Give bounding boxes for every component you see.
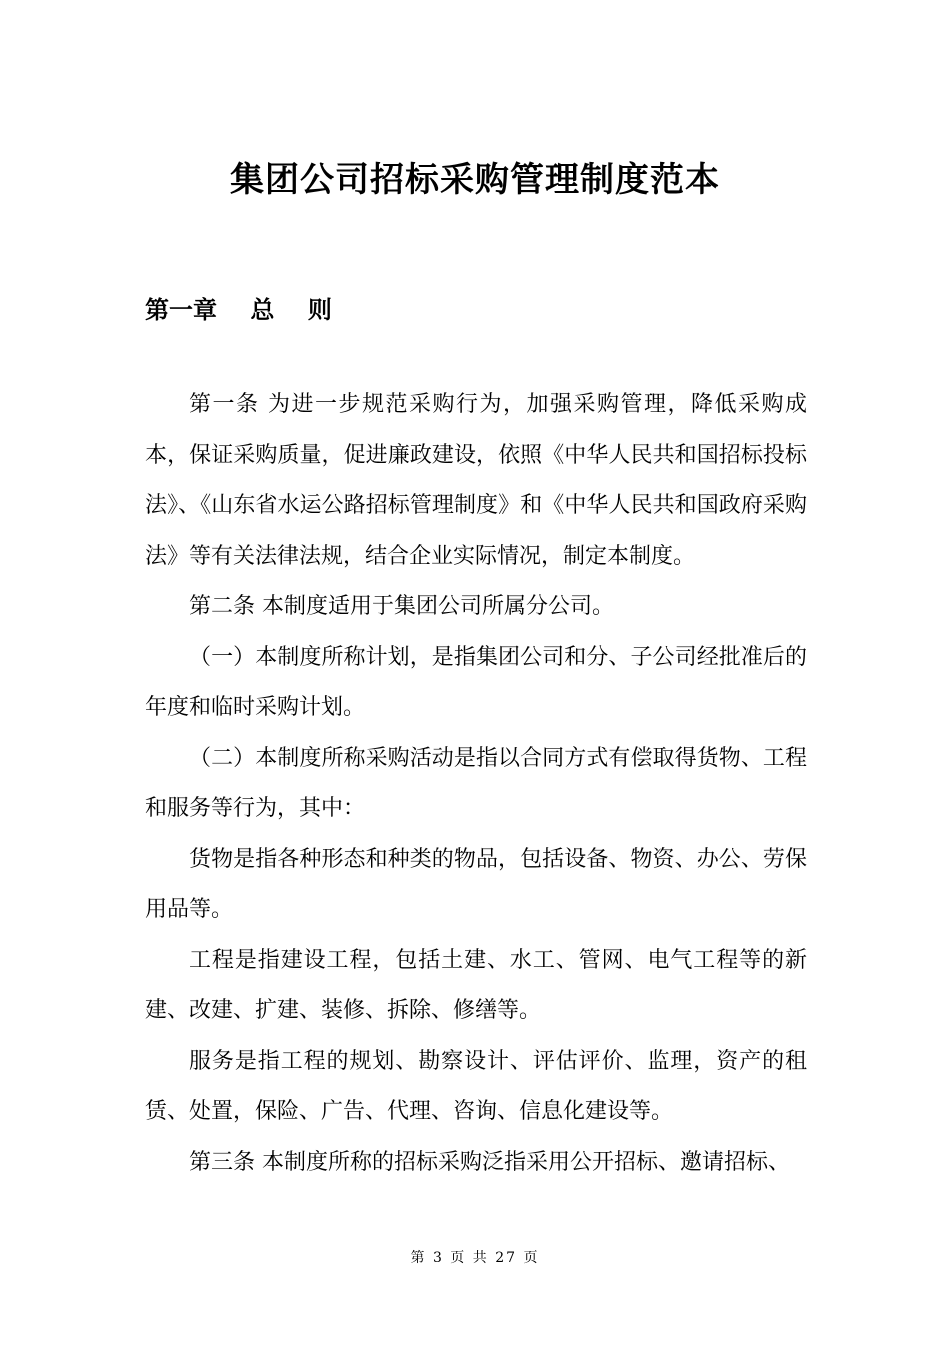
document-title: 集团公司招标采购管理制度范本 [230, 160, 720, 200]
paragraph-article-2: 第二条 本制度适用于集团公司所属分公司。 [189, 594, 614, 619]
paragraph-article-1: 第一条 为进一步规范采购行为，加强采购管理，降低采购成本，保证采购质量，促进廉政建设，依照《中华人民共和国招标投标法》、《山东省水运公路招标管理制度》和《中华人民共和国政府采购法》等有关法律法规，结合企业实际情况，制定本制度。 [145, 392, 807, 569]
chapter-heading: 第一章 总 则 [145, 295, 332, 324]
paragraph-works: 工程是指建设工程，包括土建、水工、管网、电气工程等的新建、改建、扩建、装修、拆除、修缮等。 [145, 947, 807, 1023]
document-body [145, 380, 807, 1188]
paragraph-clause-2: （二）本制度所称采购活动是指以合同方式有偿取得货物、工程和服务等行为，其中： [145, 745, 807, 821]
paragraph-article-3: 第三条 本制度所称的招标采购泛指采用公开招标、邀请招标、 [189, 1149, 790, 1175]
page-number-footer: 第 3 页 共 27 页 [410, 1250, 540, 1266]
paragraph-clause-1: （一）本制度所称计划，是指集团公司和分、子公司经批准后的年度和临时采购计划。 [145, 644, 807, 720]
paragraph-goods: 货物是指各种形态和种类的物品，包括设备、物资、办公、劳保用品等。 [145, 846, 807, 922]
paragraph-services: 服务是指工程的规划、勘察设计、评估评价、监理，资产的租赁、处置，保险、广告、代理、咨询、信息化建设等。 [145, 1048, 807, 1124]
